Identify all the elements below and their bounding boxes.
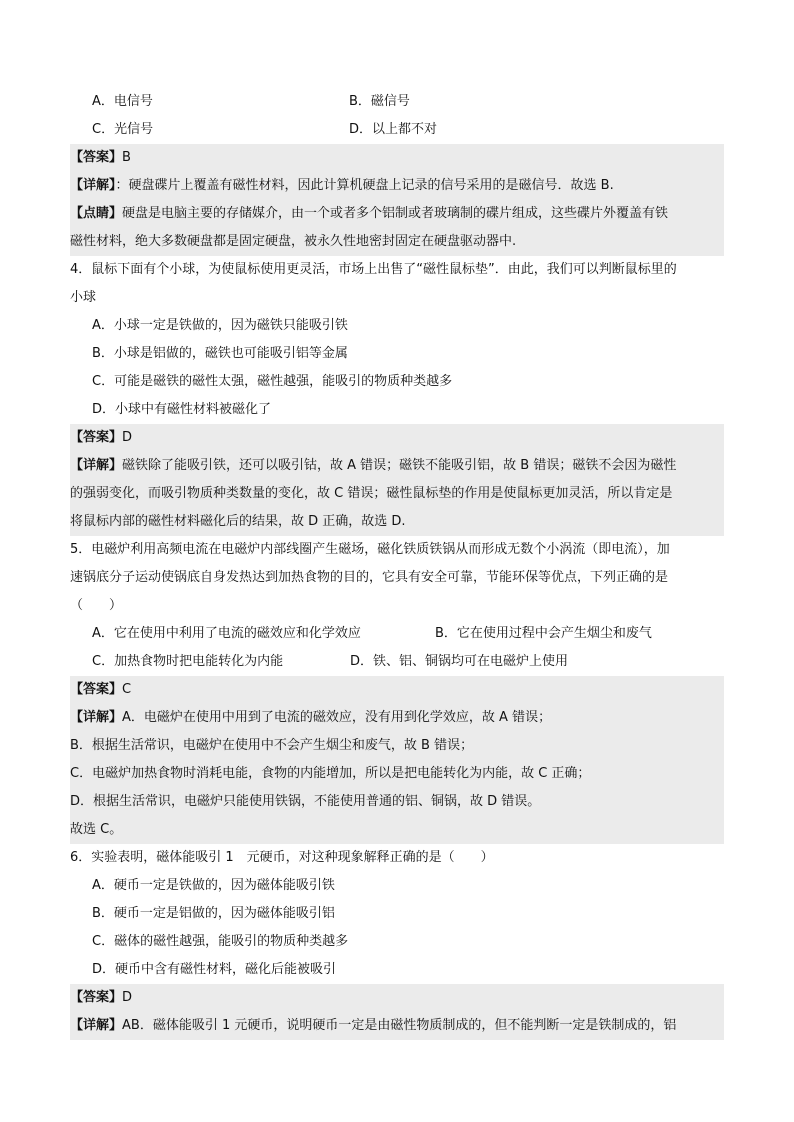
q4-stem-line-2: 小球 [70,290,97,305]
q4-option-c: C．可能是磁铁的磁性太强，磁性越强，能吸引的物质种类越多 [92,374,453,389]
q6-option-d: D．硬币中含有磁性材料，磁化后能被吸引 [92,962,337,977]
q3-detail [70,172,724,200]
q6-answer [70,984,724,1012]
document-content [70,88,724,1040]
answer-tag: 【答案】 [70,430,123,445]
detail-text-1: 磁铁除了能吸引铁，还可以吸引钴，故 A 错误；磁铁不能吸引铝，故 B 错误；磁铁不会因为磁性 [122,458,677,473]
q4-detail-line-1 [70,452,724,480]
point-tag: 【点睛】 [70,206,123,221]
q6-stem-line-1: 6．实验表明，磁体能吸引 1 元硬币，对这种现象解释正确的是（ ） [70,850,494,865]
q3-option-c: C．光信号 [92,122,154,137]
q3-options-row-2 [70,116,724,144]
q5-detail-line-1 [70,704,724,732]
q5-answer [70,676,724,704]
q4-stem-line-1: 4．鼠标下面有个小球，为使鼠标使用更灵活，市场上出售了“磁性鼠标垫”．由此，我们可以判断鼠标里的 [70,262,677,277]
detail-tag: 【详解】 [70,458,123,473]
q4-detail-line-2: 的强弱变化，而吸引物质种类数量的变化，故 C 错误；磁性鼠标垫的作用是使鼠标更加灵活，所以肯定是 [70,486,673,501]
q5-answer-block [70,676,724,844]
q5-detail-line-5: 故选 C。 [70,822,123,837]
answer-value: B [122,150,131,165]
q5-detail-line-2: B．根据生活常识，电磁炉在使用中不会产生烟尘和废气，故 B 错误； [70,738,474,753]
q6-detail-line-1 [70,1012,724,1040]
answer-tag: 【答案】 [70,682,123,697]
q4-answer-block [70,424,724,536]
answer-tag: 【答案】 [70,150,123,165]
answer-value: D [122,430,133,445]
q5-detail-line-4: D．根据生活常识，电磁炉只能使用铁锅，不能使用普通的铝、铜锅，故 D 错误。 [70,794,541,809]
detail-tag: 【详解】 [70,710,123,725]
q5-stem-line-3: （ ） [70,598,123,613]
q3-option-b: B．磁信号 [349,94,410,109]
answer-value: C [122,682,132,697]
q6-option-a: A．硬币一定是铁做的，因为磁体能吸引铁 [92,878,335,893]
q5-stem-line-1: 5．电磁炉利用高频电流在电磁炉内部线圈产生磁场，磁化铁质铁锅从而形成无数个小涡流（即电流），加 [70,542,670,557]
q5-option-b: B．它在使用过程中会产生烟尘和废气 [435,626,652,641]
q5-option-d: D．铁、铝、铜锅均可在电磁炉上使用 [350,654,569,669]
detail-tag: 【详解】 [70,178,116,193]
q5-option-a: A．它在使用中利用了电流的磁效应和化学效应 [92,626,361,641]
detail-text-1: AB．磁体能吸引 1 元硬币，说明硬币一定是由磁性物质制成的，但不能判断一定是铁制成的，铝 [122,1018,677,1033]
q3-option-d: D．以上都不对 [349,122,438,137]
q3-point-line-2: 磁性材料，绝大多数硬盘都是固定硬盘，被永久性地密封固定在硬盘驱动器中. [70,234,517,249]
q4-option-b: B．小球是铝做的，磁铁也可能吸引铝等金属 [92,346,348,361]
answer-tag: 【答案】 [70,990,123,1005]
q3-answer [70,144,724,172]
q4-option-d: D．小球中有磁性材料被磁化了 [92,402,272,417]
q3-option-a: A．电信号 [92,94,153,109]
q5-options-row-1 [70,620,724,648]
detail-text: ：硬盘碟片上覆盖有磁性材料，因此计算机硬盘上记录的信号采用的是磁信号．故选 B. [115,178,614,193]
q4-answer [70,424,724,452]
q6-option-b: B．硬币一定是铝做的，因为磁体能吸引铝 [92,906,335,921]
answer-value: D [122,990,133,1005]
q4-option-a: A．小球一定是铁做的，因为磁铁只能吸引铁 [92,318,348,333]
q4-detail-line-3: 将鼠标内部的磁性材料磁化后的结果，故 D 正确，故选 D. [70,514,406,529]
q3-options-row-1 [70,88,724,116]
point-text-1: 硬盘是电脑主要的存储媒介，由一个或者多个铝制或者玻璃制的碟片组成，这些碟片外覆盖有铁 [122,206,669,221]
q3-answer-block [70,144,724,256]
q5-option-c: C．加热食物时把电能转化为内能 [92,654,284,669]
q3-point-line-1 [70,200,724,228]
q5-stem-line-2: 速锅底分子运动使锅底自身发热达到加热食物的目的，它具有安全可靠，节能环保等优点，下列正确的是 [70,570,669,585]
detail-tag: 【详解】 [70,1018,123,1033]
q6-answer-block [70,984,724,1040]
q5-detail-line-3: C．电磁炉加热食物时消耗电能，食物的内能增加，所以是把电能转化为内能，故 C 正确； [70,766,591,781]
detail-text-1: A．电磁炉在使用中用到了电流的磁效应，没有用到化学效应，故 A 错误； [122,710,552,725]
q6-option-c: C．磁体的磁性越强，能吸引的物质种类越多 [92,934,349,949]
q5-options-row-2 [70,648,724,676]
